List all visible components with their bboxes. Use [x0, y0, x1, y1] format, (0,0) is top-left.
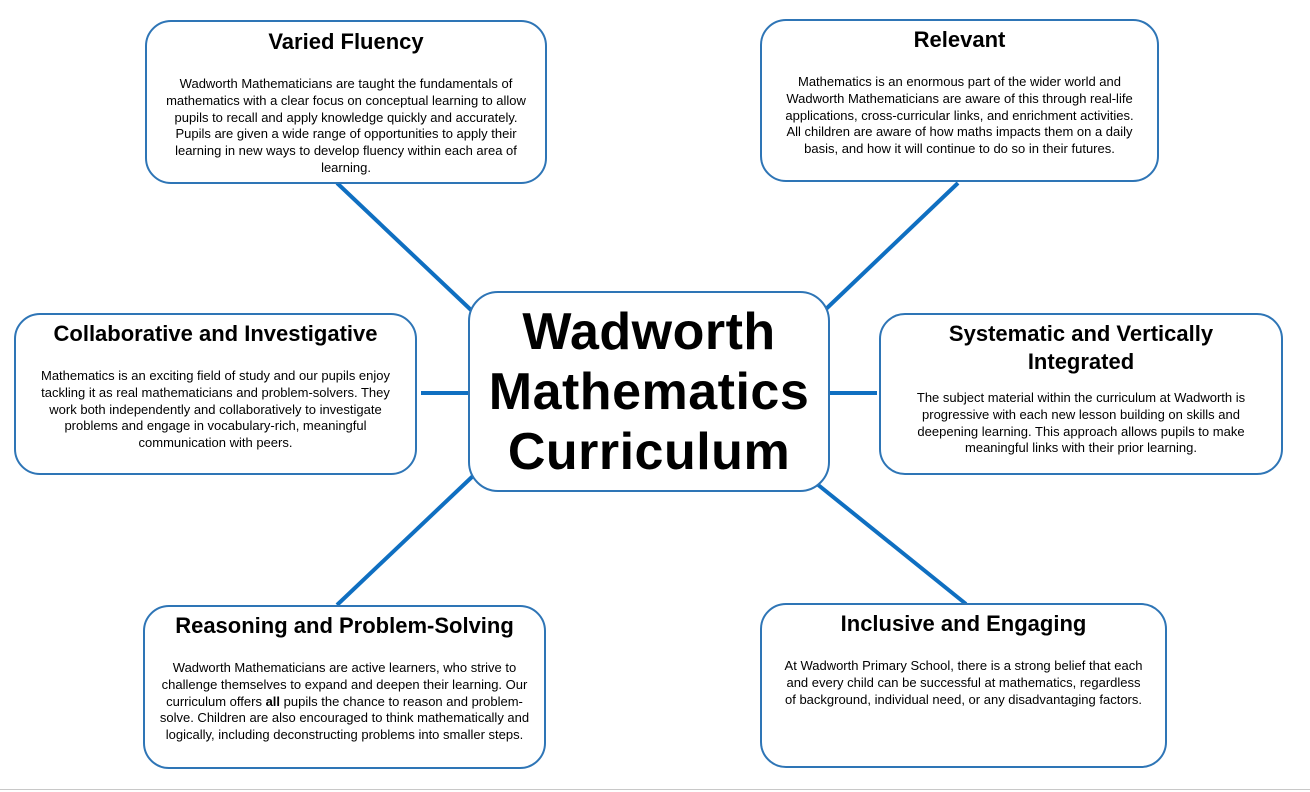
node-body-part: pupils the chance to reason and problem-solve. Children are also encouraged to think mathematically and logically, including deconstructing problems into smaller steps. — [159, 693, 530, 743]
bottom-divider — [0, 789, 1310, 790]
node-body: Mathematics is an exciting field of study and our pupils enjoy tackling it as real mathematicians and problem-solvers. They work both independently and collaboratively to investigate problems and engage in vocabulary-rich, meaningful communication with peers. — [40, 368, 391, 451]
node-relevant — [760, 19, 1159, 182]
node-title: Reasoning and Problem-Solving — [175, 613, 514, 638]
node-body: Wadworth Mathematicians are taught the fundamentals of mathematics with a clear focus on conceptual learning to allow pupils to recall and apply knowledge quickly and accurately. Pupils are given a wide range of opportunities to apply their learning in new ways to develop fluency within each area of learning. — [166, 76, 526, 175]
connector-varied-fluency — [337, 183, 471, 310]
connector-reasoning — [337, 475, 474, 605]
node-body — [159, 660, 530, 744]
node-title: Collaborative and Investigative — [53, 321, 378, 346]
node-body: The subject material within the curriculum at Wadworth is progressive with each new lesson building on skills and deepening learning. This approach allows pupils to make meaningful links with their prior learning. — [916, 390, 1246, 456]
node-title: Inclusive and Engaging — [840, 611, 1087, 636]
connector-inclusive — [817, 484, 966, 604]
node-body-part: Wadworth Mathematicians are active learners, who strive to challenge themselves to expand and deepen their learning. Our curriculum offers — [161, 660, 528, 709]
node-inclusive-engaging — [760, 603, 1167, 768]
node-reasoning-problem-solving — [143, 605, 546, 769]
node-body-emphasis: all — [265, 693, 281, 709]
node-title: Varied Fluency — [268, 29, 424, 54]
central-topic — [468, 291, 830, 492]
node-body: Mathematics is an enormous part of the wider world and Wadworth Mathematicians are aware of this through real-life applications, cross-curricular links, and enrichment activities. All children are aware of how maths impacts them on a daily basis, and how it will continue to do so in their futures. — [785, 74, 1134, 157]
node-title: Relevant — [913, 27, 1006, 52]
central-title: Wadworth Mathematics Curriculum — [488, 302, 810, 481]
connector-relevant — [826, 183, 958, 309]
node-title: Systematic and Vertically Integrated — [948, 321, 1214, 374]
node-body: At Wadworth Primary School, there is a strong belief that each and every child can be successful at mathematics, regardless of background, individual need, or any disadvantaging factors. — [784, 658, 1143, 707]
node-collaborative-investigative — [14, 313, 417, 475]
node-systematic-vertically-integrated — [879, 313, 1283, 475]
node-varied-fluency — [145, 20, 547, 184]
